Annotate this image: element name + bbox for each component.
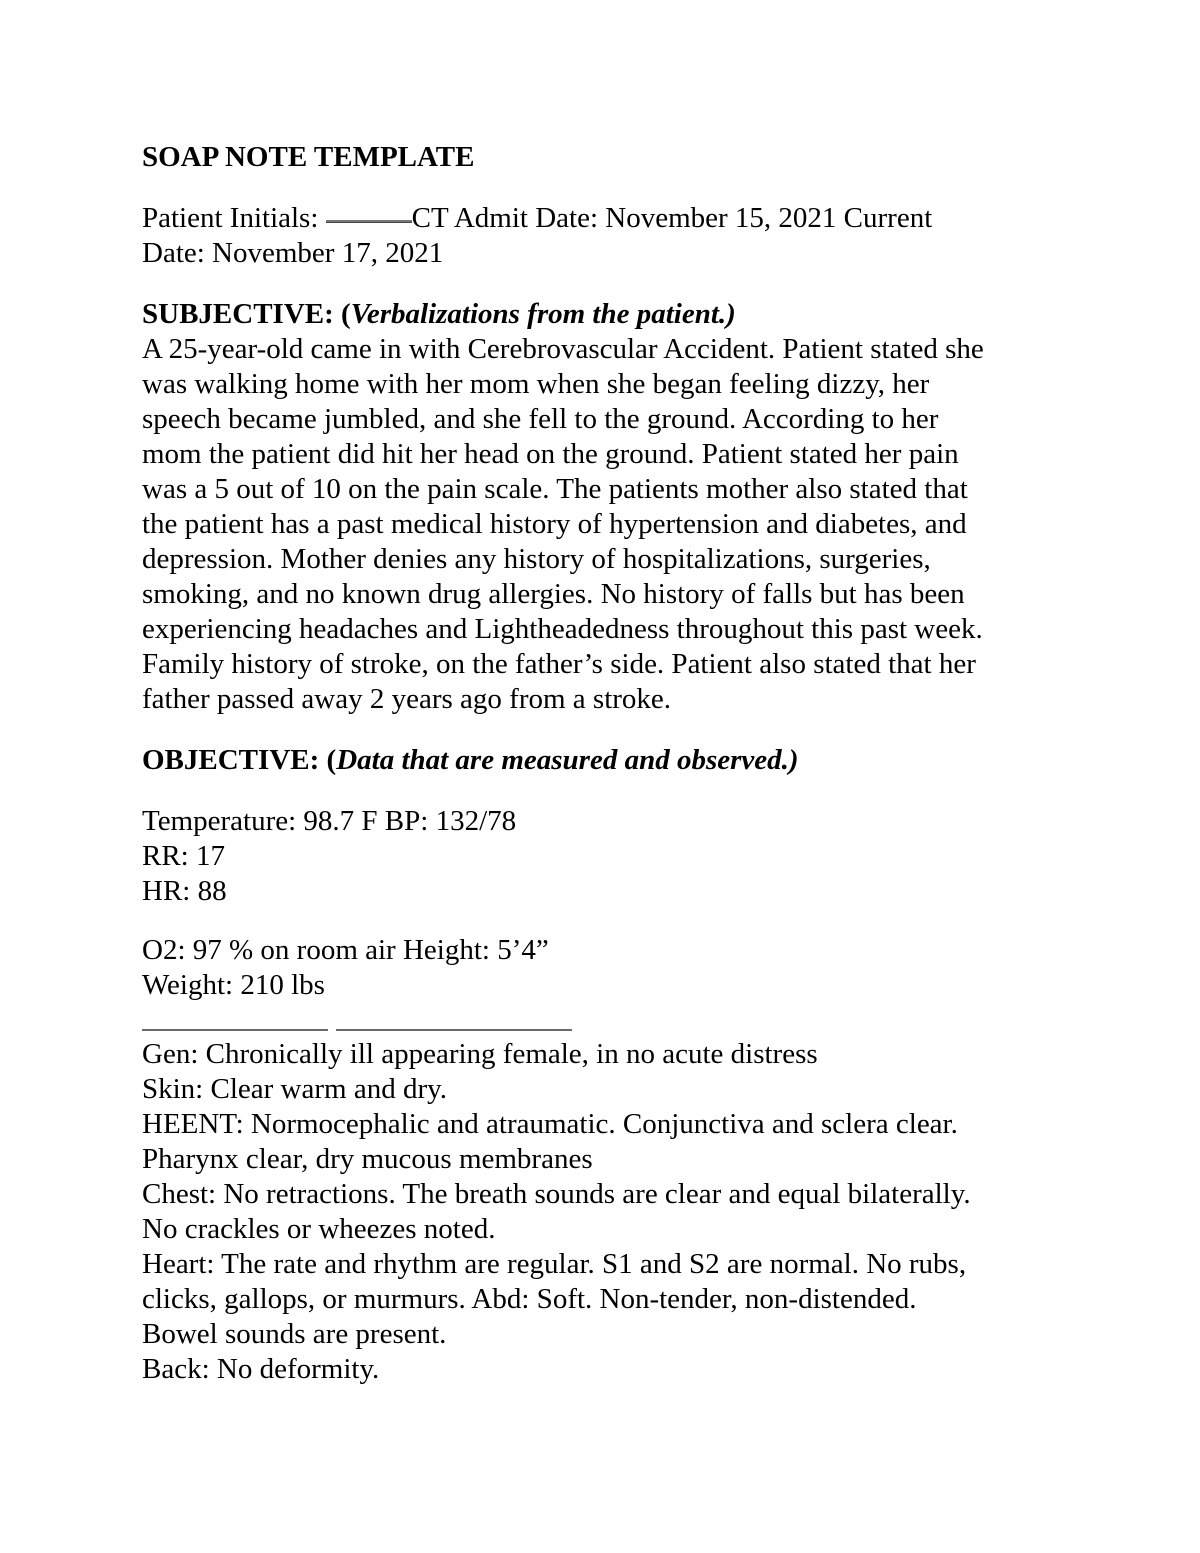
initials-blank-line bbox=[326, 220, 412, 223]
separator-rule bbox=[142, 1029, 328, 1031]
subjective-line: A 25-year-old came in with Cerebrovascular Accident. Patient stated she bbox=[142, 333, 984, 365]
subjective-heading: SUBJECTIVE: bbox=[142, 298, 334, 330]
separator-rules bbox=[142, 1029, 1072, 1031]
exam-line: Back: No deformity. bbox=[142, 1353, 380, 1385]
subjective-line: smoking, and no known drug allergies. No history of falls but has been bbox=[142, 578, 965, 610]
subjective-note-paren: ( bbox=[341, 298, 351, 330]
exam-line: Skin: Clear warm and dry. bbox=[142, 1073, 447, 1105]
spacer bbox=[142, 778, 1072, 804]
spacer bbox=[142, 909, 1072, 933]
exam-line: No crackles or wheezes noted. bbox=[142, 1213, 496, 1245]
document-page bbox=[142, 140, 1072, 1387]
current-date-text: Date: November 17, 2021 bbox=[142, 237, 444, 269]
header-line-1 bbox=[142, 201, 1072, 236]
objective-note-paren: ( bbox=[326, 744, 337, 776]
subjective-line: depression. Mother denies any history of hospitalizations, surgeries, bbox=[142, 543, 931, 575]
subjective-line: Family history of stroke, on the father’s side. Patient also stated that her bbox=[142, 648, 976, 680]
vitals-line: HR: 88 bbox=[142, 875, 227, 907]
exam-line: Chest: No retractions. The breath sounds are clear and equal bilaterally. bbox=[142, 1178, 971, 1210]
vitals-line: RR: 17 bbox=[142, 840, 225, 872]
subjective-line: the patient has a past medical history of hypertension and diabetes, and bbox=[142, 508, 967, 540]
vitals-line: Temperature: 98.7 F BP: 132/78 bbox=[142, 805, 517, 837]
subjective-line: was a 5 out of 10 on the pain scale. The patients mother also stated that bbox=[142, 473, 968, 505]
spacer bbox=[142, 271, 1072, 297]
objective-note: Data that are measured and observed.) bbox=[336, 744, 799, 776]
vitals-line: O2: 97 % on room air Height: 5’4” bbox=[142, 934, 549, 966]
subjective-line: mom the patient did hit her head on the ground. Patient stated her pain bbox=[142, 438, 959, 470]
subjective-note: Verbalizations from the patient.) bbox=[350, 298, 736, 330]
subjective-line: experiencing headaches and Lightheadedness throughout this past week. bbox=[142, 613, 983, 645]
subjective-heading-line bbox=[142, 297, 1072, 332]
subjective-line: speech became jumbled, and she fell to the ground. According to her bbox=[142, 403, 939, 435]
subjective-line: was walking home with her mom when she began feeling dizzy, her bbox=[142, 368, 930, 400]
exam-line: HEENT: Normocephalic and atraumatic. Conjunctiva and sclera clear. bbox=[142, 1108, 958, 1140]
exam-line: Pharynx clear, dry mucous membranes bbox=[142, 1143, 593, 1175]
spacer bbox=[142, 717, 1072, 743]
objective-heading-line bbox=[142, 743, 1072, 778]
separator-rule bbox=[336, 1029, 572, 1031]
objective-heading: OBJECTIVE: bbox=[142, 744, 320, 776]
exam-line: Bowel sounds are present. bbox=[142, 1318, 447, 1350]
exam-line: Gen: Chronically ill appearing female, in no acute distress bbox=[142, 1038, 818, 1070]
vitals-line: Weight: 210 lbs bbox=[142, 969, 325, 1001]
exam-line: clicks, gallops, or murmurs. Abd: Soft. Non-tender, non-distended. bbox=[142, 1283, 917, 1315]
page-title: SOAP NOTE TEMPLATE bbox=[142, 141, 475, 173]
initials-label: Patient Initials: bbox=[142, 202, 319, 234]
subjective-line: father passed away 2 years ago from a stroke. bbox=[142, 683, 672, 715]
initials-value: CT bbox=[411, 202, 449, 234]
admit-date-text: Admit Date: November 15, 2021 Current bbox=[453, 202, 933, 234]
exam-line: Heart: The rate and rhythm are regular. S1 and S2 are normal. No rubs, bbox=[142, 1248, 967, 1280]
